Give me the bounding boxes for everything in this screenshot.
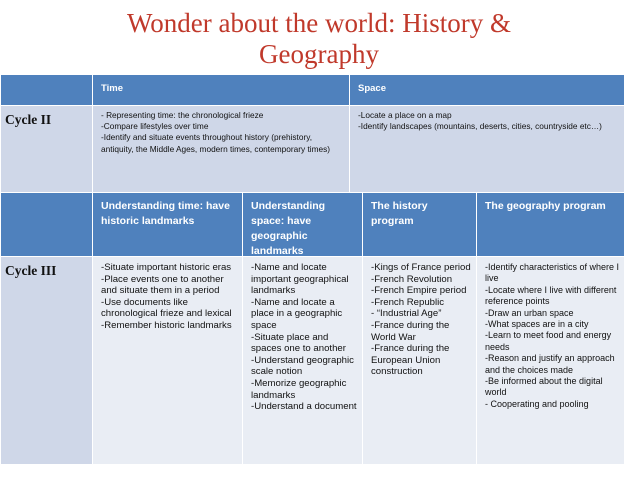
list-item: -Understand geographic scale notion bbox=[251, 354, 354, 378]
header-time: Time bbox=[93, 75, 350, 106]
slide-title-line-2: Geography bbox=[259, 39, 379, 69]
list-item: -Place events one to another and situate them in a period bbox=[101, 273, 224, 297]
header-space: Space bbox=[350, 75, 625, 106]
cycle-3-time-cell bbox=[93, 257, 243, 465]
cycle-3-history-cell bbox=[363, 257, 477, 465]
list-item: -Understand a document bbox=[251, 401, 357, 413]
list-item: -Situate place and spaces one to another bbox=[251, 331, 346, 355]
header-history-program: The history program bbox=[363, 193, 477, 257]
list-item: -French Empire period bbox=[371, 285, 467, 297]
list-item: -Situate important historic eras bbox=[101, 262, 232, 273]
header-understanding-time: Understanding time: have historic landmarks bbox=[93, 193, 243, 257]
list-item: -Identify characteristics of where I live bbox=[485, 262, 620, 284]
list-item: -Locate where I live with different reference points bbox=[485, 284, 617, 307]
cycle-2-space-cell bbox=[350, 106, 625, 193]
list-item: -What spaces are in a city bbox=[485, 319, 589, 330]
list-item: -Reason and justify an approach and the choices made bbox=[485, 353, 615, 375]
slide-title bbox=[0, 8, 638, 70]
list-item: - Cooperating and pooling bbox=[485, 398, 589, 409]
cycle-3-space-cell bbox=[243, 257, 363, 465]
list-item: -France during the European Union construction bbox=[371, 343, 450, 378]
cycle-3-geography-cell bbox=[477, 257, 625, 465]
list-item: -French Republic bbox=[371, 296, 445, 308]
list-item: -Draw an urban space bbox=[485, 307, 574, 318]
list-item: -French Revolution bbox=[371, 273, 453, 285]
list-item: - Representing time: the chronological frieze bbox=[101, 110, 264, 120]
list-item: -Name and locate a place in a geographic space bbox=[251, 296, 343, 331]
slide-title-line-1: Wonder about the world: History & bbox=[126, 8, 511, 38]
list-item: -Locate a place on a map bbox=[358, 110, 452, 120]
list-item: -France during the World War bbox=[371, 319, 450, 343]
list-item: -Memorize geographic landmarks bbox=[251, 377, 347, 401]
cycle-2-time-cell bbox=[93, 106, 350, 193]
row-label-cycle-3: Cycle III bbox=[1, 257, 93, 465]
header-understanding-space: Understanding space: have geographic landmarks bbox=[243, 193, 363, 257]
header-corner-cell bbox=[1, 75, 93, 106]
list-item: - “Industrial Age” bbox=[371, 308, 442, 320]
list-item: -Compare lifestyles over time bbox=[101, 121, 209, 132]
header-geography-program: The geography program bbox=[477, 193, 625, 257]
header2-corner-cell bbox=[1, 193, 93, 257]
row-label-cycle-2: Cycle II bbox=[1, 106, 93, 193]
curriculum-table bbox=[1, 75, 625, 465]
list-item: -Learn to meet food and energy needs bbox=[485, 330, 612, 352]
list-item: -Kings of France period bbox=[371, 262, 471, 273]
list-item: -Identify landscapes (mountains, deserts, cities, countryside etc…) bbox=[358, 121, 602, 132]
list-item: -Be informed about the digital world bbox=[485, 376, 603, 398]
list-item: -Identify and situate events throughout history (prehistory, antiquity, the Middle Ages, modern times, contemporary times) bbox=[101, 132, 331, 154]
list-item: -Remember historic landmarks bbox=[101, 319, 232, 331]
list-item: -Use documents like chronological frieze and lexical bbox=[101, 296, 232, 320]
list-item: -Name and locate important geographical landmarks bbox=[251, 262, 349, 297]
